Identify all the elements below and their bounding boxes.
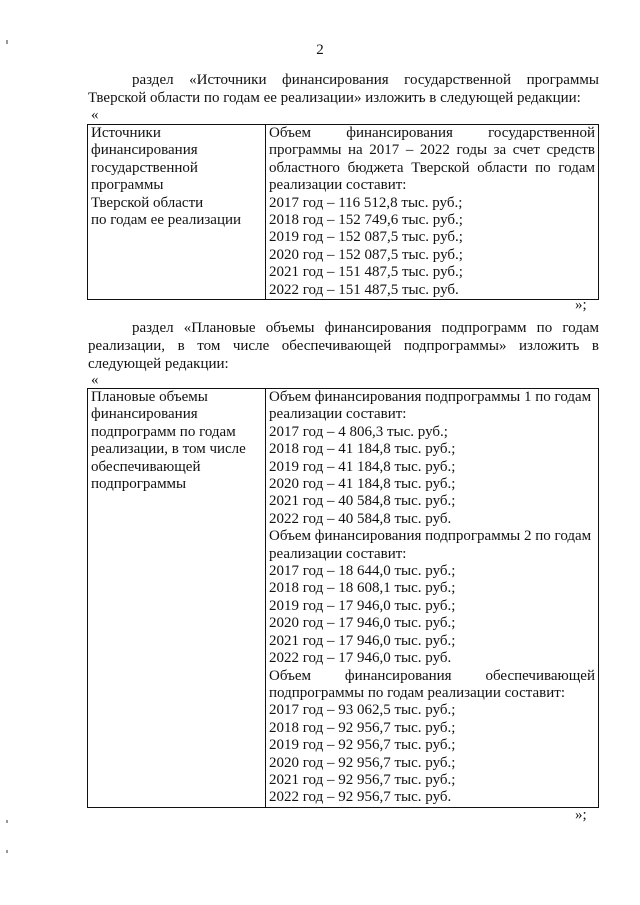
year-line: 2020 год – 41 184,8 тыс. руб.; <box>269 476 456 493</box>
section2-table <box>87 388 599 808</box>
left-line: финансирования <box>91 406 198 423</box>
header-line: реализации составит: <box>269 177 407 194</box>
year-line: 2021 год – 92 956,7 тыс. руб.; <box>269 771 456 788</box>
left-line: реализации, в том числе <box>91 441 246 458</box>
close-quote: »; <box>575 807 587 823</box>
year-line: 2019 год – 41 184,8 тыс. руб.; <box>269 458 456 475</box>
year-line: 2019 год – 92 956,7 тыс. руб.; <box>269 737 456 754</box>
section1-right-cell <box>266 125 599 300</box>
year-line: 2017 год – 116 512,8 тыс. руб.; <box>269 194 463 211</box>
section1-left-cell <box>88 125 266 300</box>
year-line: 2021 год – 151 487,5 тыс. руб.; <box>269 264 463 281</box>
header-line: Объем финансирования подпрограммы 2 по годам <box>269 528 592 545</box>
year-line: 2018 год – 92 956,7 тыс. руб.; <box>269 719 456 736</box>
left-line: подпрограмм по годам <box>91 423 236 440</box>
year-line: 2020 год – 92 956,7 тыс. руб.; <box>269 754 456 771</box>
year-line: 2018 год – 152 749,6 тыс. руб.; <box>269 212 463 229</box>
year-line: 2017 год – 18 644,0 тыс. руб.; <box>269 563 456 580</box>
year-line: 2022 год – 151 487,5 тыс. руб. <box>269 281 459 298</box>
header-line: Объем финансирования обеспечивающей <box>269 667 595 684</box>
left-line: Источники <box>91 125 161 141</box>
year-line: 2018 год – 18 608,1 тыс. руб.; <box>269 580 456 597</box>
year-line: 2022 год – 92 956,7 тыс. руб. <box>269 789 452 806</box>
left-line: государственной <box>91 159 198 176</box>
section2-left-cell <box>88 389 266 808</box>
section1-intro: раздел «Источники финансирования государственной программы Тверской области по годам ее реализации» изложить в следующей редакции: <box>88 72 599 106</box>
left-line: программы <box>91 177 164 194</box>
header-line: подпрограммы по годам реализации составит: <box>269 684 566 701</box>
year-line: 2017 год – 93 062,5 тыс. руб.; <box>269 702 456 719</box>
year-line: 2022 год – 40 584,8 тыс. руб. <box>269 510 452 527</box>
year-line: 2021 год – 40 584,8 тыс. руб.; <box>269 493 456 510</box>
open-quote: « <box>91 372 99 388</box>
header-line: реализации составит: <box>269 545 407 562</box>
year-line: 2022 год – 17 946,0 тыс. руб. <box>269 650 452 667</box>
header-line: реализации составит: <box>269 406 407 423</box>
section2-right-cell <box>266 389 599 808</box>
left-line: подпрограммы <box>91 476 187 493</box>
section1-table <box>87 124 599 300</box>
close-quote: »; <box>575 297 587 313</box>
year-line: 2019 год – 152 087,5 тыс. руб.; <box>269 229 463 246</box>
header-line: областного бюджета Тверской области по годам <box>269 159 595 176</box>
year-line: 2017 год – 4 806,3 тыс. руб.; <box>269 423 448 440</box>
left-line: финансирования <box>91 142 198 159</box>
left-line: Плановые объемы <box>91 389 208 405</box>
section2-intro: раздел «Плановые объемы финансирования подпрограмм по годам реализации, в том числе обеспечивающей подпрограммы» изложить в следующей редакции: <box>88 320 599 372</box>
left-line: Тверской области <box>91 194 204 211</box>
scan-mark <box>6 850 8 853</box>
year-line: 2018 год – 41 184,8 тыс. руб.; <box>269 441 456 458</box>
left-line: обеспечивающей <box>91 458 201 475</box>
header-line: программы на 2017 – 2022 годы за счет средств <box>269 142 595 159</box>
scan-mark <box>6 820 8 823</box>
open-quote: « <box>91 107 99 123</box>
year-line: 2020 год – 152 087,5 тыс. руб.; <box>269 246 463 263</box>
year-line: 2021 год – 17 946,0 тыс. руб.; <box>269 632 456 649</box>
header-line: Объем финансирования подпрограммы 1 по годам <box>269 389 592 405</box>
year-line: 2020 год – 17 946,0 тыс. руб.; <box>269 615 456 632</box>
header-line: Объем финансирования государственной <box>269 125 595 141</box>
page-number: 2 <box>316 42 324 58</box>
year-line: 2019 год – 17 946,0 тыс. руб.; <box>269 597 456 614</box>
left-line: по годам ее реализации <box>91 212 242 229</box>
